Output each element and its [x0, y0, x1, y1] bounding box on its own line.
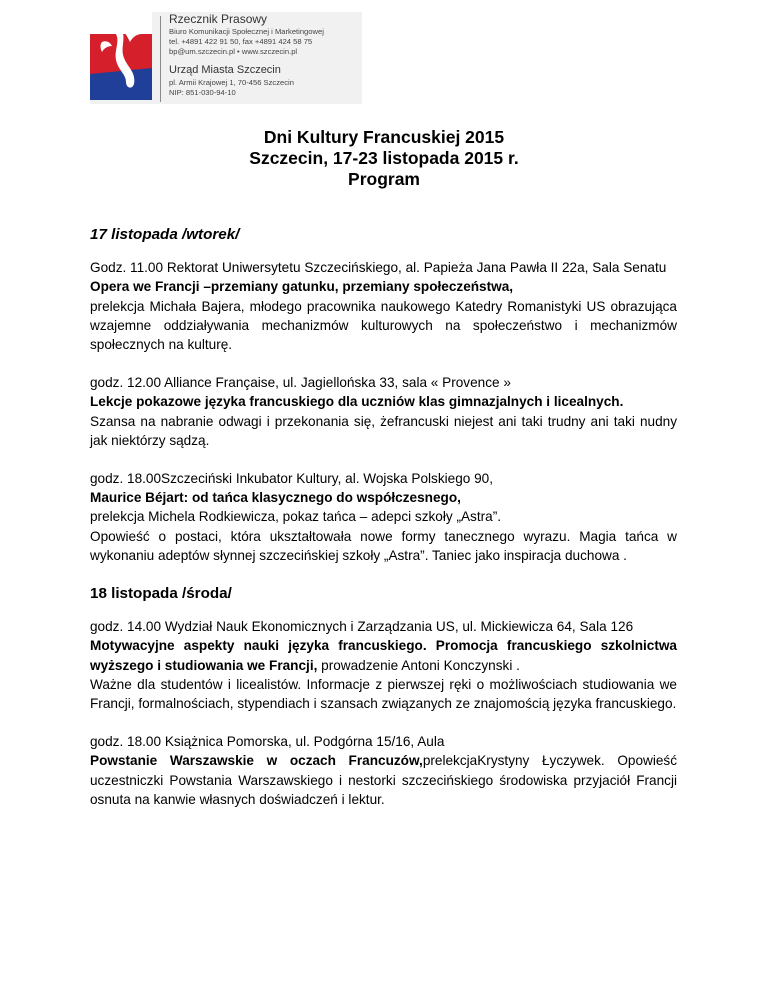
- nip-line: NIP: 851-030-94-10: [169, 88, 236, 97]
- event-title-suffix: prowadzenie Antoni Konczynski .: [317, 657, 520, 673]
- event-title-suffix: prelekcjaKrystyny Łyczywek. Opowieść uczestniczki Powstania Warszawskiego i nestorki szczecińskiego środowiska przyjaciół Francji osnuta na kanwie własnych doświadczeń i lektur.: [90, 753, 677, 807]
- title-line-2: Szczecin, 17-23 listopada 2015 r.: [249, 148, 519, 168]
- email-line: bp@um.szczecin.pl • www.szczecin.pl: [169, 47, 298, 56]
- letterhead-text: [169, 12, 364, 98]
- event-title-line: [90, 636, 677, 674]
- event-item: [90, 469, 677, 565]
- event-title-line: [90, 751, 677, 809]
- event-item: [90, 373, 677, 450]
- event-time-place: godz. 18.00 Książnica Pomorska, ul. Podgórna 15/16, Aula: [90, 734, 445, 750]
- phone-line: tel. +4891 422 91 50, fax +4891 424 58 75: [169, 37, 313, 46]
- event-title: Powstanie Warszawskie w oczach Francuzów,: [90, 753, 423, 769]
- event-time-place: godz. 18.00Szczeciński Inkubator Kultury, al. Wojska Polskiego 90,: [90, 471, 493, 487]
- org-title: Rzecznik Prasowy: [169, 12, 268, 26]
- day-heading-17: 17 listopada /wtorek/: [90, 226, 240, 243]
- office-name: Urząd Miasta Szczecin: [169, 64, 281, 76]
- event-time-place: Godz. 11.00 Rektorat Uniwersytetu Szczecińskiego, al. Papieża Jana Pawła II 22a, Sala Senatu: [90, 260, 667, 276]
- title-line-1: Dni Kultury Francuskiej 2015: [263, 127, 505, 147]
- day-heading-18: 18 listopada /środa/: [90, 585, 232, 603]
- address-line: pl. Armii Krajowej 1, 70-456 Szczecin: [169, 78, 294, 87]
- event-description: Ważne dla studentów i licealistów. Informacje z pierwszej ręki o możliwościach studiowania we Francji, formalnościach, stypendiach i szansach związanych ze znajomością języka francuskiego.: [90, 676, 677, 712]
- event-time-place: godz. 14.00 Wydział Nauk Ekonomicznych i Zarządzania US, ul. Mickiewicza 64, Sala 126: [90, 619, 634, 635]
- event-title: Lekcje pokazowe języka francuskiego dla uczniów klas gimnazjalnych i licealnych.: [90, 394, 624, 410]
- event-description-extra: Opowieść o postaci, która ukształtowała nowe formy tanecznego wyrazu. Magia tańca w wykonaniu adeptów słynnej szczecińskiej szkoły „Astra”. Taniec jako inspiracja duchowa .: [90, 528, 677, 563]
- event-title: Motywacyjne aspekty nauki języka francuskiego. Promocja francuskiego szkolnictwa wyższego i studiowania we Francji,: [90, 638, 677, 673]
- document-title: [0, 127, 768, 190]
- letterhead: [90, 12, 362, 104]
- event-title: Opera we Francji –przemiany gatunku, przemiany społeczeństwa,: [90, 279, 514, 295]
- title-line-3: Program: [348, 169, 420, 189]
- event-description: prelekcja Michała Bajera, młodego pracownika naukowego Katedry Romanistyki US obrazująca wzajemne oddziaływania mechanizmów kulturowych na społeczeństwo i mechanizmów społecznych na kulturę.: [90, 298, 677, 353]
- event-time-place: godz. 12.00 Alliance Française, ul. Jagiellońska 33, sala « Provence »: [90, 375, 511, 391]
- letterhead-divider: [160, 16, 161, 102]
- event-title: Maurice Béjart: od tańca klasycznego do współczesnego,: [90, 490, 461, 506]
- event-description: prelekcja Michela Rodkiewicza, pokaz tańca – adepci szkoły „Astra”.: [90, 509, 502, 525]
- dept-line: Biuro Komunikacji Społecznej i Marketingowej: [169, 27, 324, 36]
- event-item: [90, 732, 677, 809]
- szczecin-logo: [90, 12, 152, 100]
- event-description: Szansa na nabranie odwagi i przekonania się, żefrancuski niejest ani taki trudny ani taki nudny jak niektórzy sądzą.: [90, 413, 677, 448]
- program-content: [90, 225, 677, 828]
- event-item: [90, 258, 677, 354]
- event-item: [90, 617, 677, 713]
